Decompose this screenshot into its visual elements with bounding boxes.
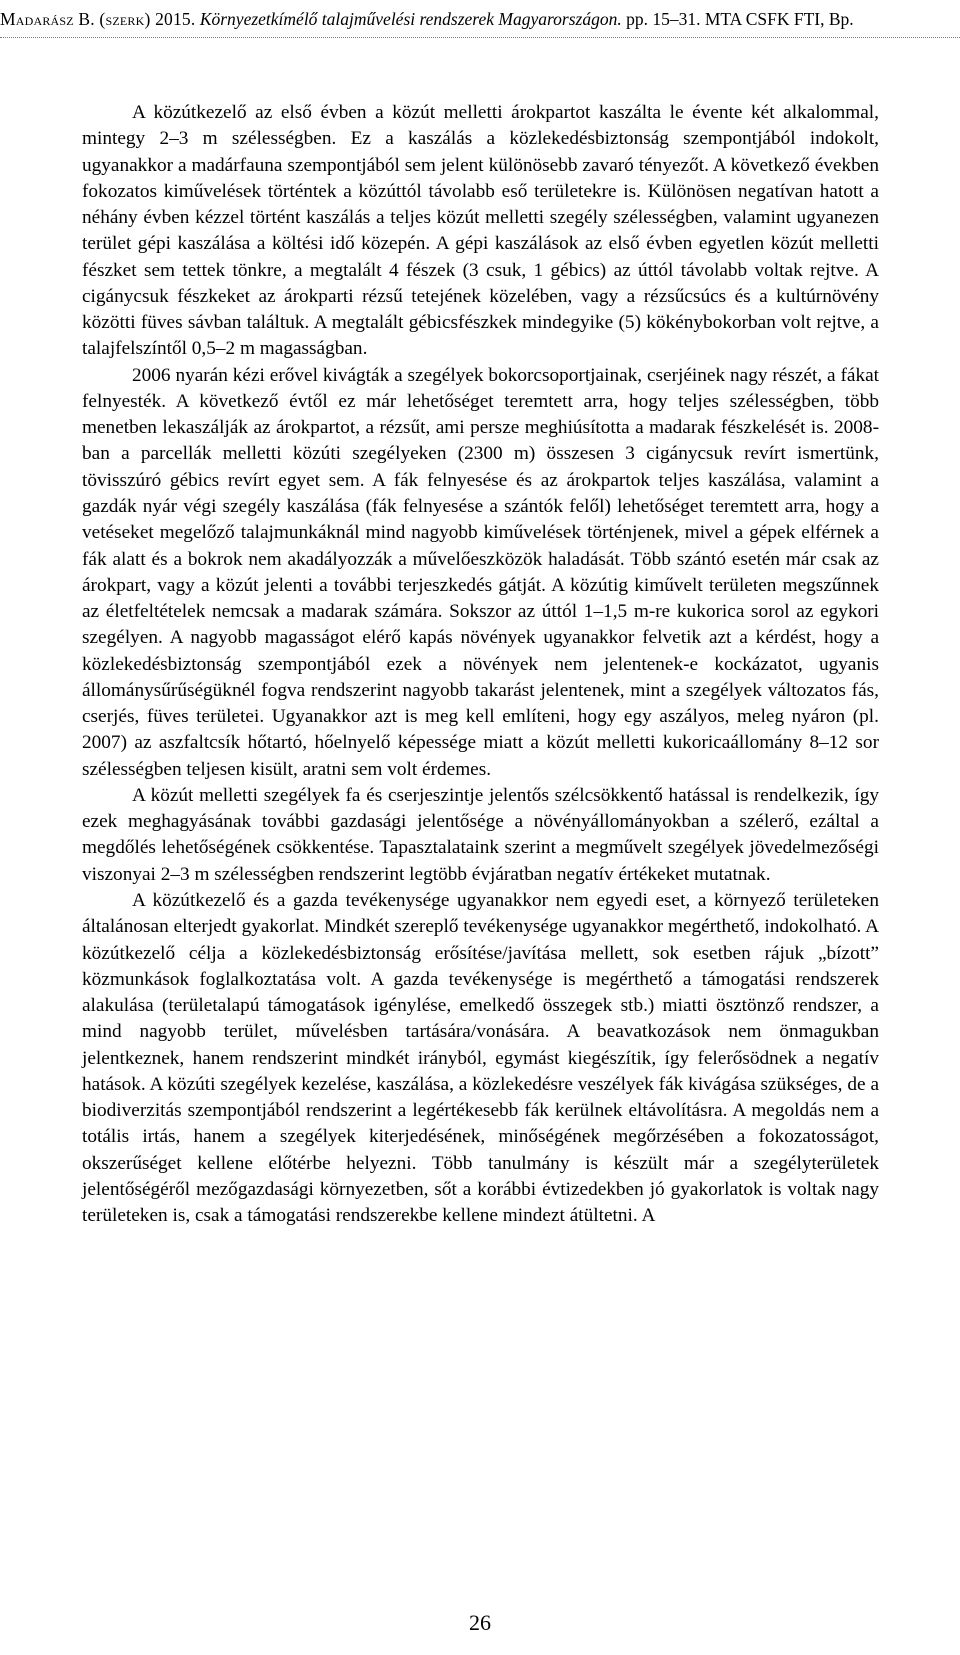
paragraph-1: A közútkezelő az első évben a közút melletti árokpartot kaszálta le évente két alkalommal, mintegy 2–3 m szélességben. Ez a kaszálás a közlekedésbiztonság szempontjából indokolt, ugyanakkor a madárfauna szempontjából sem jelent különösebb zavaró tényezőt. A következő években fokozatos kiművelések történtek a közúttól távolabb eső területekre is. Különösen negatívan hatott a néhány évben kézzel történt kaszálás a teljes közút melletti szegély szélességben, valamint ugyanezen terület gépi kaszálása a költési idő közepén. A gépi kaszálások az első évben egyetlen közút melletti fészket sem tettek tönkre, a megtalált 4 fészek (3 csuk, 1 gébics) az úttól távolabb voltak rejtve. A cigánycsuk fészkeket az árokparti rézsű tetejének közelében, vagy a rézsűcsúcs és a kultúrnövény közötti füves sávban találtuk. A megtalált gébicsfészkek mindegyike (5) kökénybokorban volt rejtve, a talajfelszíntől 0,5–2 m magasságban. <box>82 102 879 360</box>
page-number: 26 <box>469 1610 491 1635</box>
paragraph-3: A közút melletti szegélyek fa és cserjeszintje jelentős szélcsökkentő hatással is rendelkezik, így ezek meghagyásának további gazdasági jelentősége a növényállományokban a szélerő, ezáltal a megdőlés lehetőségének csökkentése. Tapasztalataink szerint a megművelt szegélyek jövedelmezőségi viszonyai 2–3 m szélességben rendszerint legtöbb évjáratban negatív értékeket mutatnak. <box>82 784 879 885</box>
header-publisher: MTA CSFK FTI, Bp. <box>704 9 854 29</box>
header-title: Környezetkímélő talajművelési rendszerek Magyarországon. <box>199 9 622 29</box>
body-text <box>82 100 879 1229</box>
header-pages: pp. 15–31. <box>626 9 701 29</box>
header-divider <box>0 37 960 38</box>
header-author: Madarász B. (szerk) 2015. <box>0 9 196 29</box>
paragraph-2: 2006 nyarán kézi erővel kivágták a szegélyek bokorcsoportjainak, cserjéinek nagy részét, a fákat felnyesték. A következő évtől ez már lehetőséget teremtett arra, hogy teljes szélességben, több menetben lekaszálják az árokpartot, a rézsűt, ami persze meghiúsította a madarak fészkelését is. 2008-ban a parcellák melletti közúti szegélyeken (2300 m) összesen 3 cigánycsuk revírt ismertünk, tövisszúró gébics revírt egyet sem. A fák felnyesése és az árokpartok teljes kaszálása, valamint a gazdák nyár végi szegély kaszálása (fák felnyesése a szántók felől) lehetőséget teremtett arra, hogy a vetéseket megelőző talajmunkáknál mind nagyobb kiművelések történjenek, mivel a gépek elférnek a fák alatt és a bokrok nem akadályozzák a művelőeszközök haladását. Több szántó esetén már csak az árokpart, vagy a közút jelenti a további terjeszkedés gátját. A közútig kiművelt területen megszűnnek az életfeltételek nemcsak a madarak számára. Sokszor az úttól 1–1,5 m-re kukorica sorol az egykori szegélyen. A nagyobb magasságot elérő kapás növények ugyanakkor felvetik azt a kérdést, hogy a közlekedésbiztonság szempontjából ezek a növények nem jelentenek-e kockázatot, ugyanis állománysűrűségüknél fogva rendszerint nagyobb takarást jelentenek, mint a szegélyek változatos fás, cserjés, füves területei. Ugyanakkor azt is meg kell említeni, hogy egy aszályos, meleg nyáron (pl. 2007) az aszfaltcsík hőtartó, hőelnyelő képessége miatt a közút melletti kukoricaállomány 8–12 sor szélességben teljesen kisült, aratni sem volt érdemes. <box>82 364 879 780</box>
paragraph-4: A közútkezelő és a gazda tevékenysége ugyanakkor nem egyedi eset, a környező területeken általánosan elterjedt gyakorlat. Mindkét szereplő tevékenysége ugyanakkor megérthető, indokolható. A közútkezelő célja a közlekedésbiztonság erősítése/javítása mellett, sok esetben rájuk „bízott” közmunkások foglalkoztatása volt. A gazda tevékenysége is megérthető a támogatási rendszerek alakulása (területalapú támogatások igénylése, emelkedő összegek stb.) miatti ösztönző rendszer, a mind nagyobb terület, művelésben tartására/vonására. A beavatkozások nem önmagukban jelentkeznek, hanem rendszerint mindkét irányból, egymást kiegészítik, így felerősödnek a negatív hatások. A közúti szegélyek kezelése, kaszálása, a közlekedésre veszélyek fák kivágása szükséges, de a biodiverzitás szempontjából rendszerint a legértékesebb fák kerülnek eltávolításra. A megoldás nem a totális irtás, hanem a szegélyek kiterjedésének, minőségének megőrzésében a fokozatosságot, okszerűséget kellene előtérbe helyezni. Több tanulmány is készült már a szegélyterületek jelentőségéről mezőgazdasági környezetben, sőt a korábbi évtizedekben jó gyakorlatok is voltak nagy területeken is, csak a támogatási rendszerekbe kellene mindezt átültetni. A <box>82 889 879 1227</box>
running-header <box>0 4 960 34</box>
